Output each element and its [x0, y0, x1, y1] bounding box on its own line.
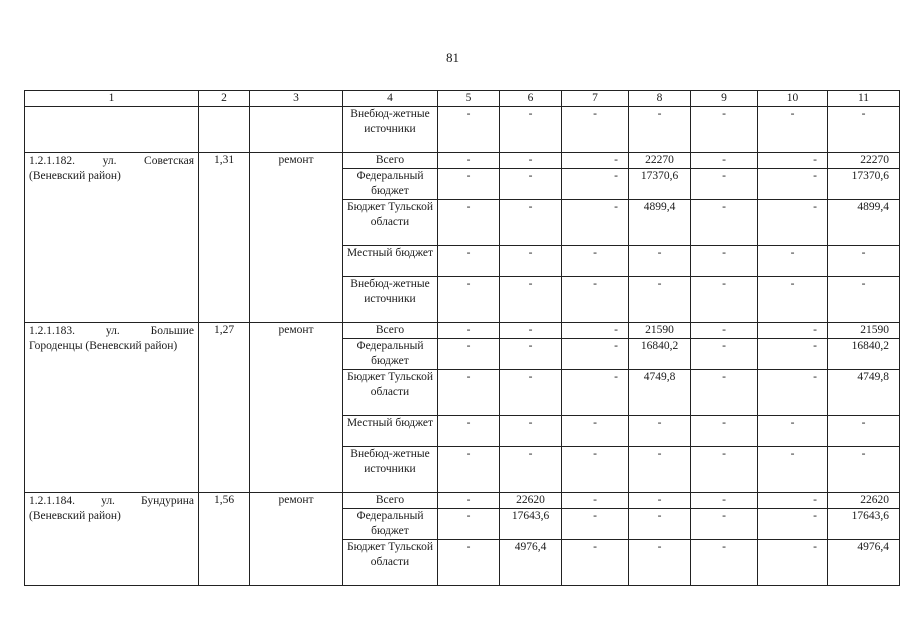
value-cell: -	[438, 107, 500, 153]
value-cell: -	[500, 169, 562, 200]
value-cell: 21590	[828, 323, 900, 339]
value-cell: -	[691, 323, 758, 339]
budget-table	[24, 90, 900, 586]
funding-source: Федеральный бюджет	[343, 339, 438, 370]
value-cell: -	[562, 169, 629, 200]
funding-source: Всего	[343, 323, 438, 339]
header-cell: 3	[250, 91, 343, 107]
value-cell: 4976,4	[828, 540, 900, 586]
value-cell: -	[562, 200, 629, 246]
value-cell: -	[828, 416, 900, 447]
value-cell: -	[691, 169, 758, 200]
funding-source: Бюджет Тульской области	[343, 540, 438, 586]
value-cell: -	[562, 370, 629, 416]
funding-source: Федеральный бюджет	[343, 509, 438, 540]
table-row	[25, 493, 900, 509]
header-cell: 9	[691, 91, 758, 107]
empty-cell	[250, 107, 343, 153]
value-cell: 4749,8	[629, 370, 691, 416]
value-cell: -	[758, 339, 828, 370]
value-cell: 22270	[629, 153, 691, 169]
value-cell: -	[500, 339, 562, 370]
value-cell: -	[691, 370, 758, 416]
page-number: 81	[446, 50, 459, 65]
value-cell: -	[758, 107, 828, 153]
value-cell: -	[438, 493, 500, 509]
value-cell: -	[758, 493, 828, 509]
value-cell: -	[828, 107, 900, 153]
value-cell: -	[828, 277, 900, 323]
value-cell: -	[562, 246, 629, 277]
value-cell: 4899,4	[828, 200, 900, 246]
value-cell: -	[758, 540, 828, 586]
value-cell: -	[691, 509, 758, 540]
value-cell: -	[562, 323, 629, 339]
work-type: ремонт	[250, 493, 343, 586]
value-cell: -	[758, 416, 828, 447]
value-cell: -	[438, 509, 500, 540]
value-cell: 17370,6	[828, 169, 900, 200]
header-cell: 2	[199, 91, 250, 107]
value-cell: -	[500, 323, 562, 339]
project-name: 1.2.1.184. ул. Бундурина (Веневский район)	[25, 493, 199, 586]
table-row	[25, 153, 900, 169]
value-cell: -	[562, 540, 629, 586]
value-cell: -	[500, 107, 562, 153]
value-cell: -	[500, 370, 562, 416]
value-cell: -	[629, 107, 691, 153]
value-cell: -	[500, 447, 562, 493]
header-cell: 7	[562, 91, 629, 107]
value-cell: -	[691, 447, 758, 493]
empty-cell	[199, 107, 250, 153]
value-cell: -	[438, 153, 500, 169]
value-cell: -	[438, 447, 500, 493]
value-cell: -	[691, 540, 758, 586]
value-cell: -	[691, 107, 758, 153]
value-cell: -	[438, 169, 500, 200]
value-cell: 22270	[828, 153, 900, 169]
project-name: 1.2.1.182. ул. Советская (Веневский район)	[25, 153, 199, 323]
value-cell: -	[629, 416, 691, 447]
value-cell: -	[438, 339, 500, 370]
funding-source: Внебюд-жетные источники	[343, 277, 438, 323]
value-cell: -	[691, 277, 758, 323]
road-length: 1,31	[199, 153, 250, 323]
value-cell: 17370,6	[629, 169, 691, 200]
header-cell: 10	[758, 91, 828, 107]
value-cell: -	[562, 493, 629, 509]
header-row	[25, 91, 900, 107]
value-cell: -	[438, 416, 500, 447]
value-cell: -	[629, 540, 691, 586]
value-cell: 17643,6	[828, 509, 900, 540]
value-cell: -	[500, 153, 562, 169]
value-cell: -	[691, 493, 758, 509]
value-cell: -	[562, 509, 629, 540]
value-cell: -	[691, 339, 758, 370]
value-cell: 16840,2	[629, 339, 691, 370]
value-cell: -	[562, 447, 629, 493]
value-cell: -	[438, 323, 500, 339]
header-cell: 4	[343, 91, 438, 107]
work-type: ремонт	[250, 323, 343, 493]
funding-source: Местный бюджет	[343, 416, 438, 447]
header-cell: 6	[500, 91, 562, 107]
value-cell: 21590	[629, 323, 691, 339]
value-cell: -	[758, 509, 828, 540]
value-cell: -	[438, 277, 500, 323]
value-cell: -	[691, 416, 758, 447]
value-cell: -	[438, 200, 500, 246]
work-type: ремонт	[250, 153, 343, 323]
value-cell: -	[562, 416, 629, 447]
header-cell: 1	[25, 91, 199, 107]
value-cell: -	[562, 339, 629, 370]
road-length: 1,56	[199, 493, 250, 586]
project-name: 1.2.1.183. ул. Большие Городенцы (Веневский район)	[25, 323, 199, 493]
value-cell: -	[758, 370, 828, 416]
value-cell: -	[691, 153, 758, 169]
value-cell: -	[758, 153, 828, 169]
value-cell: 16840,2	[828, 339, 900, 370]
value-cell: -	[758, 200, 828, 246]
value-cell: -	[691, 200, 758, 246]
header-cell: 11	[828, 91, 900, 107]
value-cell: -	[562, 107, 629, 153]
value-cell: -	[629, 277, 691, 323]
value-cell: -	[562, 153, 629, 169]
value-cell: -	[438, 540, 500, 586]
value-cell: -	[562, 277, 629, 323]
table-row	[25, 107, 900, 153]
value-cell: -	[500, 277, 562, 323]
value-cell: -	[438, 370, 500, 416]
value-cell: -	[500, 416, 562, 447]
value-cell: 22620	[828, 493, 900, 509]
value-cell: -	[828, 447, 900, 493]
value-cell: -	[500, 246, 562, 277]
funding-source: Федеральный бюджет	[343, 169, 438, 200]
value-cell: -	[758, 323, 828, 339]
value-cell: -	[758, 246, 828, 277]
funding-source: Бюджет Тульской области	[343, 370, 438, 416]
funding-source: Внебюд-жетные источники	[343, 447, 438, 493]
value-cell: 17643,6	[500, 509, 562, 540]
empty-cell	[25, 107, 199, 153]
value-cell: -	[629, 509, 691, 540]
value-cell: 4749,8	[828, 370, 900, 416]
value-cell: -	[758, 169, 828, 200]
value-cell: 4899,4	[629, 200, 691, 246]
table-row	[25, 323, 900, 339]
header-cell: 5	[438, 91, 500, 107]
value-cell: -	[828, 246, 900, 277]
header-cell: 8	[629, 91, 691, 107]
funding-source: Местный бюджет	[343, 246, 438, 277]
value-cell: 4976,4	[500, 540, 562, 586]
value-cell: -	[629, 493, 691, 509]
funding-source: Внебюд-жетные источники	[343, 107, 438, 153]
value-cell: -	[500, 200, 562, 246]
value-cell: -	[691, 246, 758, 277]
funding-source: Всего	[343, 493, 438, 509]
value-cell: -	[629, 246, 691, 277]
value-cell: -	[438, 246, 500, 277]
funding-source: Всего	[343, 153, 438, 169]
value-cell: 22620	[500, 493, 562, 509]
road-length: 1,27	[199, 323, 250, 493]
funding-source: Бюджет Тульской области	[343, 200, 438, 246]
value-cell: -	[758, 277, 828, 323]
value-cell: -	[758, 447, 828, 493]
value-cell: -	[629, 447, 691, 493]
